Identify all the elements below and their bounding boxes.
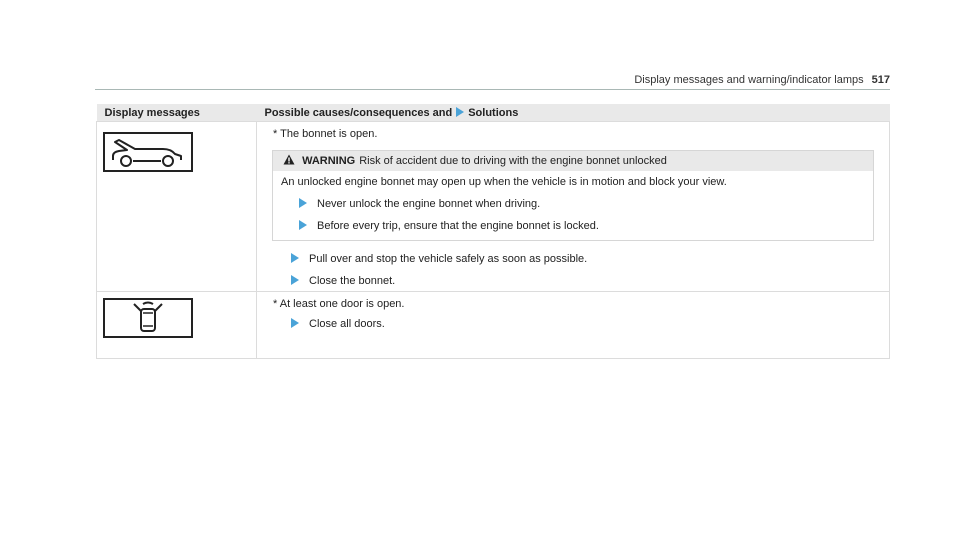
column-header-display-messages: Display messages (97, 104, 257, 122)
arrow-icon (299, 198, 307, 208)
step-text: Never unlock the engine bonnet when driving. (317, 198, 541, 210)
header-divider (95, 89, 890, 90)
arrow-icon (291, 275, 299, 285)
list-item (291, 275, 881, 287)
arrow-icon (299, 220, 307, 230)
causes-cell (257, 122, 890, 292)
table-row (97, 292, 890, 359)
arrow-icon (456, 107, 464, 117)
page-header (95, 74, 890, 88)
section-title: Display messages and warning/indicator lamps (634, 74, 864, 86)
list-item (299, 220, 865, 232)
display-message-cell (97, 292, 257, 359)
list-item (299, 198, 865, 210)
warning-box (272, 150, 874, 241)
step-text: Before every trip, ensure that the engine bonnet is locked. (317, 220, 599, 232)
warning-text: An unlocked engine bonnet may open up when the vehicle is in motion and block your view. (281, 176, 727, 188)
causes-cell (257, 292, 890, 359)
warning-header (273, 151, 873, 171)
page-number: 517 (871, 74, 890, 86)
step-text: Pull over and stop the vehicle safely as soon as possible. (309, 253, 588, 265)
step-text: Close all doors. (309, 318, 385, 330)
cause-text: * The bonnet is open. (273, 128, 378, 140)
bonnet-open-icon (103, 132, 193, 172)
table-row (97, 122, 890, 292)
warning-body (273, 171, 873, 240)
step-text: Close the bonnet. (309, 275, 396, 287)
column-header-solutions: Solutions (468, 106, 519, 119)
warning-title: WARNING (302, 155, 356, 167)
column-header-causes (257, 104, 890, 122)
cause-text: * At least one door is open. (273, 298, 405, 310)
list-item (291, 253, 881, 265)
column-header-causes-prefix: Possible causes/consequences and (264, 106, 453, 119)
door-open-icon (103, 298, 193, 338)
arrow-icon (291, 318, 299, 328)
warning-triangle-icon (283, 154, 295, 165)
arrow-icon (291, 253, 299, 263)
display-message-cell (97, 122, 257, 292)
warning-headline: Risk of accident due to driving with the engine bonnet unlocked (359, 155, 667, 167)
display-messages-table (96, 104, 890, 359)
table-header-row (97, 104, 890, 122)
list-item (291, 318, 881, 330)
